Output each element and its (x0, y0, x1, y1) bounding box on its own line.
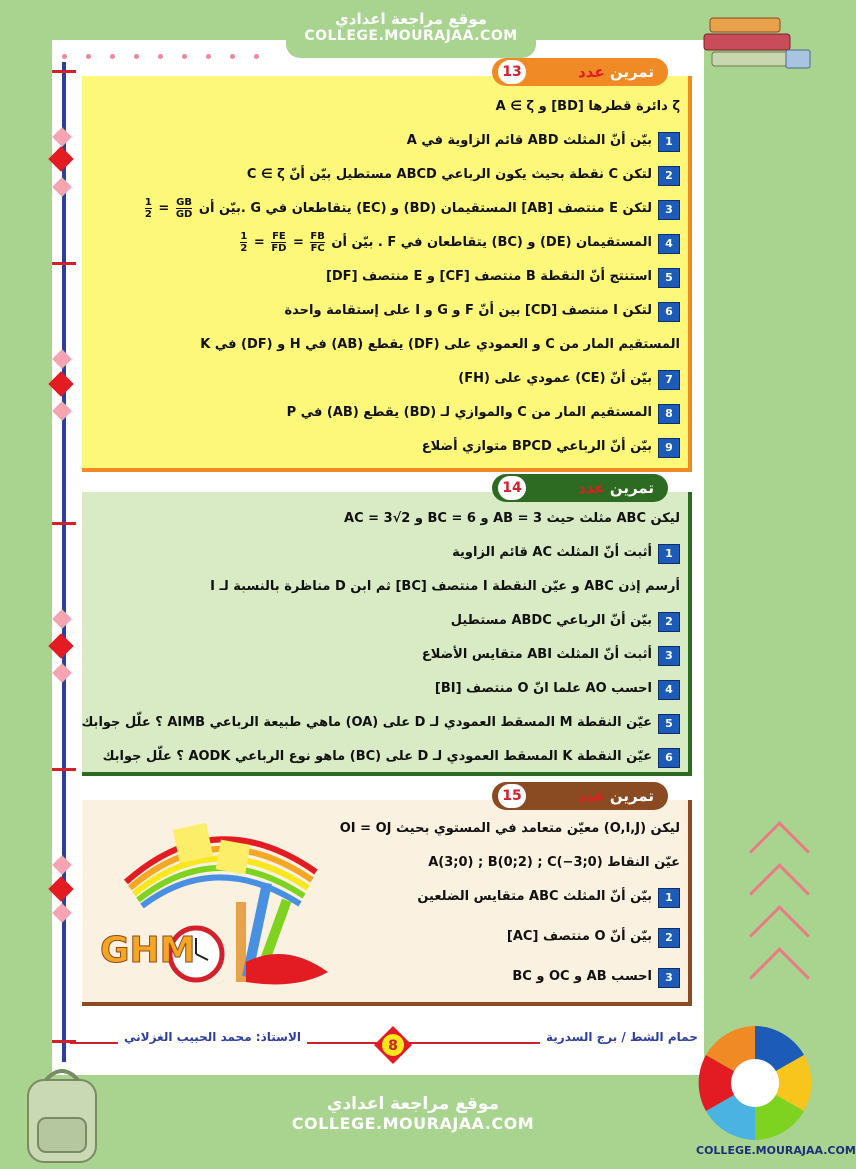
spine-mark (52, 768, 76, 771)
site-domain: COLLEGE.MOURAJAA.COM (304, 28, 518, 44)
site-logo-wheel (696, 1024, 814, 1142)
exercise-14-statement: ليكن ABC مثلث حيث AB = 3 و BC = 6 و AC = 3√2 (344, 511, 680, 526)
question-item: 2 بيّن أنّ الرباعي ABDC مستطيل (90, 606, 680, 640)
exercise-label: تمرين (609, 63, 654, 81)
question-item: 3 أثبت أنّ المثلث ABI متقايس الأضلاع (90, 640, 680, 674)
ghm-logo-text: GHM (100, 930, 196, 971)
school-supplies-illustration (96, 812, 336, 992)
exercise-number: 13 (498, 60, 526, 84)
books-icon (700, 10, 818, 70)
exercise-14-statement: أرسم إذن ABC و عيّن النقطة I منتصف [BC] ثم ابن D مناظرة بالنسبة لـ I (210, 579, 680, 594)
page-number: 8 (388, 1038, 398, 1054)
question-item: 1 أثبت أنّ المثلث AC قائم الزاوية (90, 538, 680, 572)
question-item: 1 بيّن أنّ المثلث ABC متقايس الضلعين (320, 882, 680, 916)
question-item: 6 عيّن النقطة K المسقط العمودي لـ D على (BC) ماهو نوع الرباعي AODK ؟ علّل جوابك (90, 742, 680, 776)
exercise-label: تمرين (609, 479, 654, 497)
question-item: 3 احسب AB و OC و BC (320, 962, 680, 996)
spine-mark (52, 70, 76, 73)
exercise-15-title (492, 782, 668, 810)
decorative-dots (62, 44, 292, 52)
exercise-label: تمرين (609, 787, 654, 805)
fraction-gb-gd: $\frac{GB}{GD}$ (175, 197, 193, 220)
site-name-arabic: موقع مراجعة اعدادي (326, 1094, 500, 1114)
page-number-badge (373, 1025, 413, 1065)
exercise-13-statement: المستقيم المار من C و العمودي على (DF) يقطع (AB) في H و (DF) في K (200, 337, 680, 352)
exercise-label-red: عدد (578, 479, 605, 497)
school-name: حمام الشط / برج السدرية (540, 1030, 704, 1044)
exercise-13-title (492, 58, 668, 86)
exercise-label-red: عدد (578, 787, 605, 805)
question-item: 2 بيّن أنّ O منتصف [AC] (320, 922, 680, 956)
spine-mark (52, 522, 76, 525)
site-banner-top[interactable] (286, 0, 536, 58)
chevron-up-icon (749, 947, 810, 1008)
question-item: 6 لتكن I منتصف [CD] بين أنّ F و G و I على إستقامة واحدة (90, 296, 680, 330)
question-item: 7 بيّن أنّ (CE) عمودي على (FH) (90, 364, 680, 398)
exercise-15-statement: عيّن النقاط A(3;0) ; B(0;2) ; C(−3;0) (428, 855, 680, 870)
exercise-14-title (492, 474, 668, 502)
question-item: 3 لتكن E منتصف [AB] المستقيمان (BD) و (EC) يتقاطعان في G .بيّن أن $\frac{GB}{GD}$ = $\frac{1}{2}$ (90, 194, 680, 228)
site-logo-text[interactable]: COLLEGE.MOURAJAA.COM (696, 1144, 856, 1157)
exercise-14-box (81, 479, 692, 776)
exercise-13-statement: ζ دائرة قطرها [BD] و A ∈ ζ (495, 99, 680, 114)
exercise-15-statement: ليكن (O,I,J) معيّن متعامد في المستوي بحيث OI = OJ (339, 821, 680, 836)
question-item: 5 استنتج أنّ النقطة B منتصف [CF] و E منتصف [DF] (90, 262, 680, 296)
backpack-icon (14, 1060, 110, 1166)
exercise-number: 14 (498, 476, 526, 500)
teacher-name: الاستاذ: محمد الحبيب الغزلاني (118, 1030, 307, 1044)
question-item: 4 احسب AO علما انّ O منتصف [BI] (90, 674, 680, 708)
question-item: 2 لتكن C نقطة بحيث يكون الرباعي ABCD مستطيل بيّن أنّ C ∈ ζ (90, 160, 680, 194)
site-domain: COLLEGE.MOURAJAA.COM (291, 1114, 535, 1133)
spine-mark (52, 262, 76, 265)
question-item: 1 بيّن أنّ المثلث ABD قائم الزاوية في A (90, 126, 680, 160)
exercise-number: 15 (498, 784, 526, 808)
site-banner-bottom[interactable] (268, 1080, 558, 1148)
exercise-label-red: عدد (578, 63, 605, 81)
question-item: 9 بيّن أنّ الرباعي BPCD متوازي أضلاع (90, 432, 680, 466)
site-name-arabic: موقع مراجعة اعدادي (335, 10, 487, 28)
fraction-fb-fc: $\frac{FB}{FC}$ (310, 231, 325, 254)
fraction-fe-fd: $\frac{FE}{FD}$ (271, 231, 287, 254)
question-item: 8 المستقيم المار من C والموازي لـ (BD) يقطع (AB) في P (90, 398, 680, 432)
question-item: 5 عيّن النقطة M المسقط العمودي لـ D على (OA) ماهي طبيعة الرباعي AIMB ؟ علّل جوابك (90, 708, 680, 742)
question-item: 4 المستقيمان (DE) و (BC) يتقاطعان في F . بيّن أن $\frac{FB}{FC}$ = $\frac{FE}{FD}$ = $\frac{1}{2}$ (90, 228, 680, 262)
fraction-one-half: $\frac{1}{2}$ (144, 197, 152, 220)
exercise-13-box (82, 63, 692, 472)
fraction-one-half: $\frac{1}{2}$ (240, 231, 248, 254)
